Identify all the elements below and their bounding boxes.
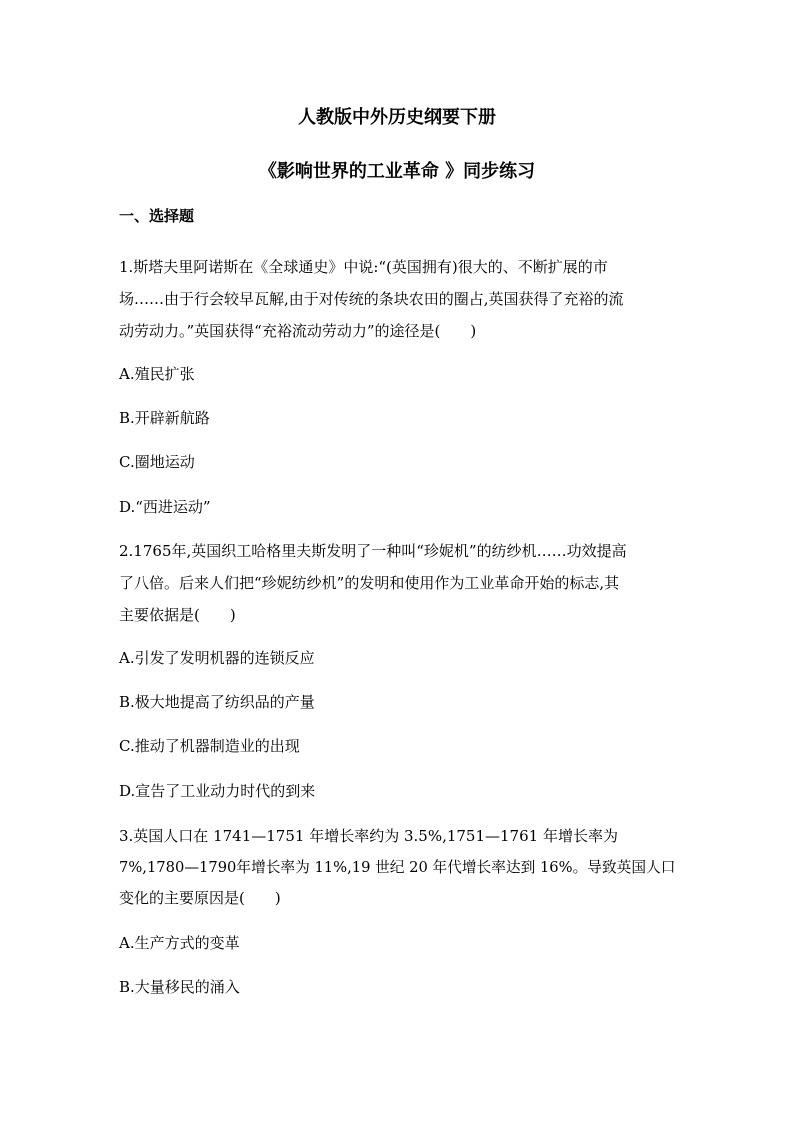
answer-option-d: D.“西进运动” [119, 498, 211, 516]
question-stem-line: 主要依据是( ) [119, 606, 236, 624]
answer-option-b: B.大量移民的涌入 [119, 978, 240, 996]
answer-option-a: A.殖民扩张 [119, 365, 195, 383]
answer-option-b: B.极大地提高了纺织品的产量 [119, 693, 315, 711]
answer-option-a: A.引发了发明机器的连锁反应 [119, 649, 315, 667]
question-stem-line: 1.斯塔夫里阿诺斯在《全球通史》中说:“(英国拥有)很大的、不断扩展的市 [119, 258, 608, 276]
section-heading: 一、选择题 [119, 207, 195, 225]
document-title: 人教版中外历史纲要下册 [298, 107, 496, 128]
answer-option-c: C.圈地运动 [119, 453, 195, 471]
question-stem-line: 2.1765年,英国织工哈格里夫斯发明了一种叫“珍妮机”的纺纱机……功效提高 [119, 542, 627, 560]
answer-option-a: A.生产方式的变革 [119, 934, 240, 952]
question-stem-line: 场……由于行会较早瓦解,由于对传统的条块农田的圈占,英国获得了充裕的流 [119, 290, 624, 308]
answer-option-b: B.开辟新航路 [119, 409, 210, 427]
question-stem-line: 动劳动力。”英国获得“充裕流动劳动力”的途径是( ) [119, 322, 477, 340]
answer-option-d: D.宣告了工业动力时代的到来 [119, 782, 316, 800]
answer-option-c: C.推动了机器制造业的出现 [119, 737, 300, 755]
question-stem-line: 变化的主要原因是( ) [119, 889, 281, 907]
question-stem-line: 7%,1780—1790年增长率为 11%,19 世纪 20 年代增长率达到 16%。导致英国人口 [119, 858, 676, 876]
question-stem-line: 3.英国人口在 1741—1751 年增长率约为 3.5%,1751—1761 年增长率为 [119, 827, 618, 845]
document-subtitle: 《影响世界的工业革命 》同步练习 [258, 161, 536, 182]
question-stem-line: 了八倍。后来人们把“珍妮纺纱机”的发明和使用作为工业革命开始的标志,其 [119, 574, 620, 592]
